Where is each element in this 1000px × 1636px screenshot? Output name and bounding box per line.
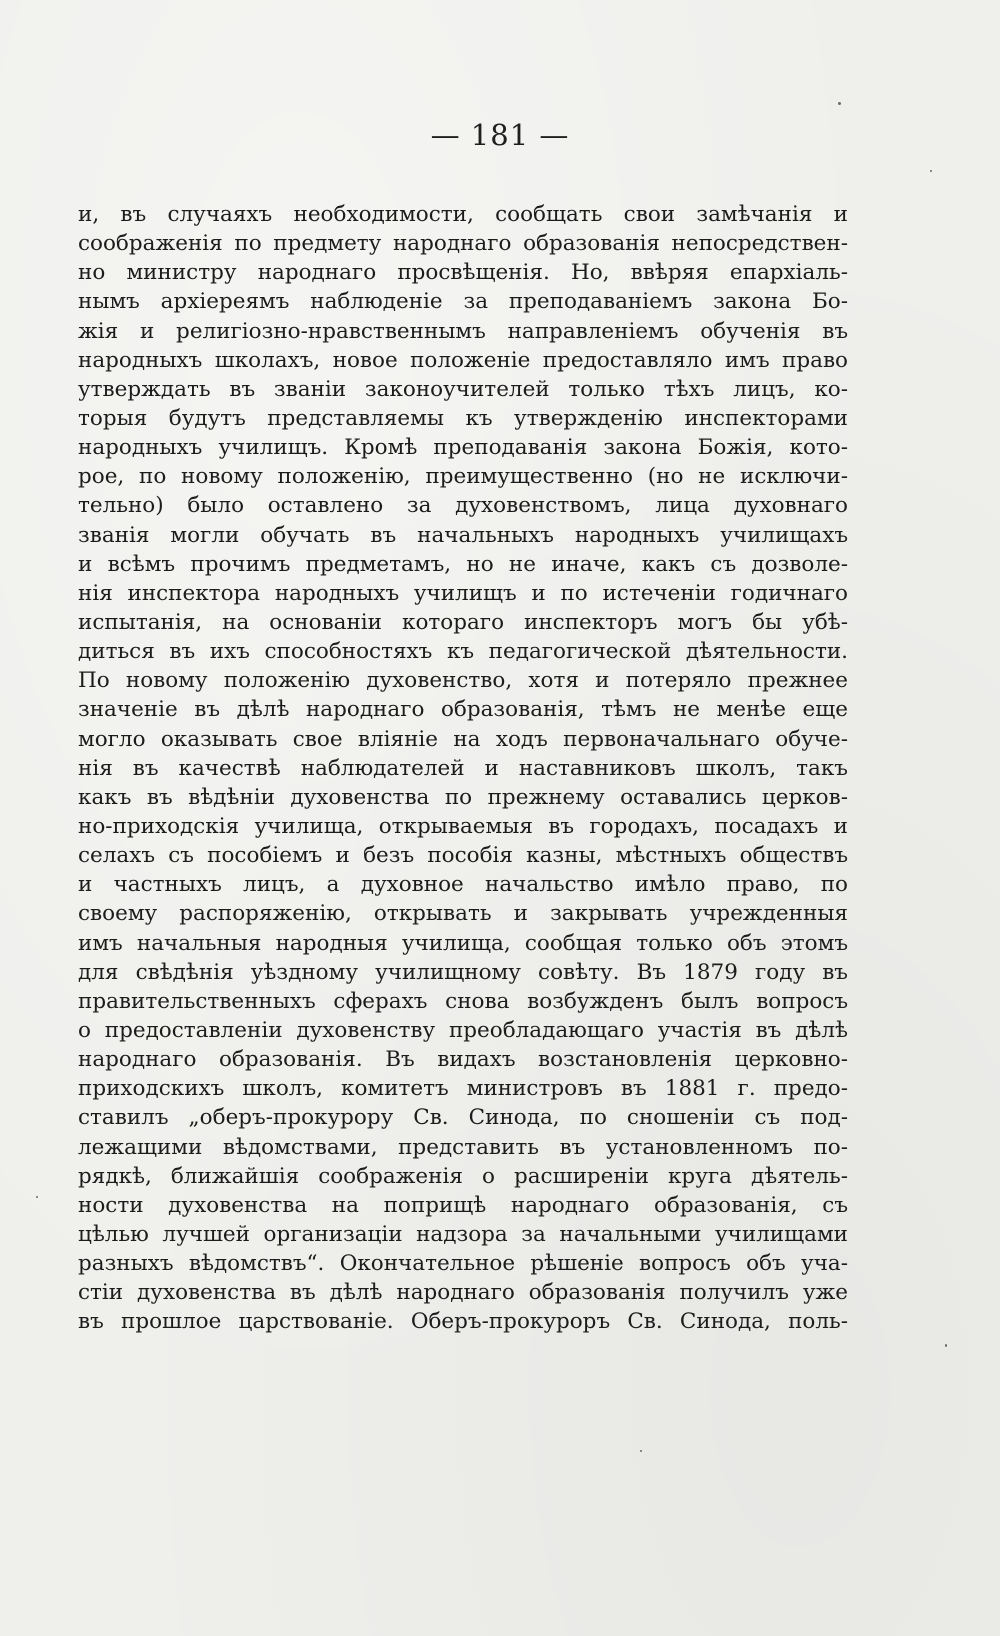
text-line: и частныхъ лицъ, а духовное начальство имѣло право, по — [78, 872, 848, 898]
text-line: диться въ ихъ способностяхъ къ педагогической дѣятельности. — [78, 639, 848, 665]
paper-speck — [930, 170, 932, 172]
text-line: правительственныхъ сферахъ снова возбужденъ былъ вопросъ — [78, 988, 848, 1014]
text-line: испытанія, на основаніи котораго инспекторъ могъ бы убѣ- — [78, 609, 848, 635]
text-line: нія инспектора народныхъ училищъ и по истеченіи годичнаго — [78, 580, 848, 606]
text-line: лежащими вѣдомствами, представить въ установленномъ по- — [78, 1134, 848, 1160]
paper-speck — [838, 102, 841, 105]
text-line: селахъ съ пособіемъ и безъ пособія казны, мѣстныхъ обществъ — [78, 843, 848, 869]
paper-speck — [36, 1196, 38, 1198]
text-line: о предоставленіи духовенству преобладающаго участія въ дѣлѣ — [78, 1017, 848, 1043]
text-line: нія въ качествѣ наблюдателей и наставниковъ школъ, такъ — [78, 755, 848, 781]
text-line: народныхъ училищъ. Кромѣ преподаванія закона Божія, кото- — [78, 435, 848, 461]
text-line: ставилъ „оберъ-прокурору Св. Синода, по сношеніи съ под- — [78, 1105, 848, 1131]
text-line: и всѣмъ прочимъ предметамъ, но не иначе, какъ съ дозволе- — [78, 551, 848, 577]
text-line: рядкѣ, ближайшія соображенія о расширеніи круга дѣятель- — [78, 1163, 848, 1189]
text-line: рое, по новому положенію, преимущественно (но не исключи- — [78, 464, 848, 490]
page-number: — 181 — — [430, 118, 570, 152]
text-line: приходскихъ школъ, комитетъ министровъ въ 1881 г. предо- — [78, 1076, 848, 1102]
text-line: По новому положенію духовенство, хотя и потеряло прежнее — [78, 668, 848, 694]
text-line: для свѣдѣнія уѣздному училищному совѣту. Въ 1879 году въ — [78, 959, 848, 985]
text-line: соображенія по предмету народнаго образованія непосредствен- — [78, 231, 848, 257]
text-line: своему распоряженію, открывать и закрывать учрежденныя — [78, 901, 848, 927]
paper-speck — [945, 1344, 947, 1347]
text-line: могло оказывать свое вліяніе на ходъ первоначальнаго обуче- — [78, 726, 848, 752]
text-line: цѣлью лучшей организаціи надзора за начальными училищами — [78, 1221, 848, 1247]
text-line: разныхъ вѣдомствъ“. Окончательное рѣшеніе вопросъ объ уча- — [78, 1251, 848, 1277]
body-text — [78, 200, 848, 1336]
text-line: но министру народнаго просвѣщенія. Но, ввѣряя епархіаль- — [78, 260, 848, 286]
text-line: народныхъ школахъ, новое положеніе предоставляло имъ право — [78, 347, 848, 373]
text-line: стіи духовенства въ дѣлѣ народнаго образованія получилъ уже — [78, 1280, 848, 1306]
text-line: въ прошлое царствованіе. Оберъ-прокуроръ Св. Синода, поль- — [78, 1309, 848, 1335]
paper-speck — [640, 1450, 642, 1452]
text-line: и, въ случаяхъ необходимости, сообщать свои замѣчанія и — [78, 202, 848, 227]
text-line: утверждать въ званіи законоучителей только тѣхъ лицъ, ко- — [78, 376, 848, 402]
text-line: значеніе въ дѣлѣ народнаго образованія, тѣмъ не менѣе еще — [78, 697, 848, 723]
text-line: тельно) было оставлено за духовенствомъ, лица духовнаго — [78, 493, 848, 519]
text-line: нымъ архіереямъ наблюденіе за преподаваніемъ закона Бо- — [78, 289, 848, 315]
text-line: жія и религіозно-нравственнымъ направленіемъ обученія въ — [78, 318, 848, 344]
text-line: торыя будутъ представляемы къ утвержденію инспекторами — [78, 405, 848, 431]
text-line: имъ начальныя народныя училища, сообщая только объ этомъ — [78, 930, 848, 956]
text-line: ности духовенства на поприщѣ народнаго образованія, съ — [78, 1192, 848, 1218]
text-line: какъ въ вѣдѣніи духовенства по прежнему оставались церков- — [78, 784, 848, 810]
text-line: народнаго образованія. Въ видахъ возстановленія церковно- — [78, 1047, 848, 1073]
text-line: но-приходскія училища, открываемыя въ городахъ, посадахъ и — [78, 813, 848, 839]
text-line: званія могли обучать въ начальныхъ народныхъ училищахъ — [78, 522, 848, 548]
